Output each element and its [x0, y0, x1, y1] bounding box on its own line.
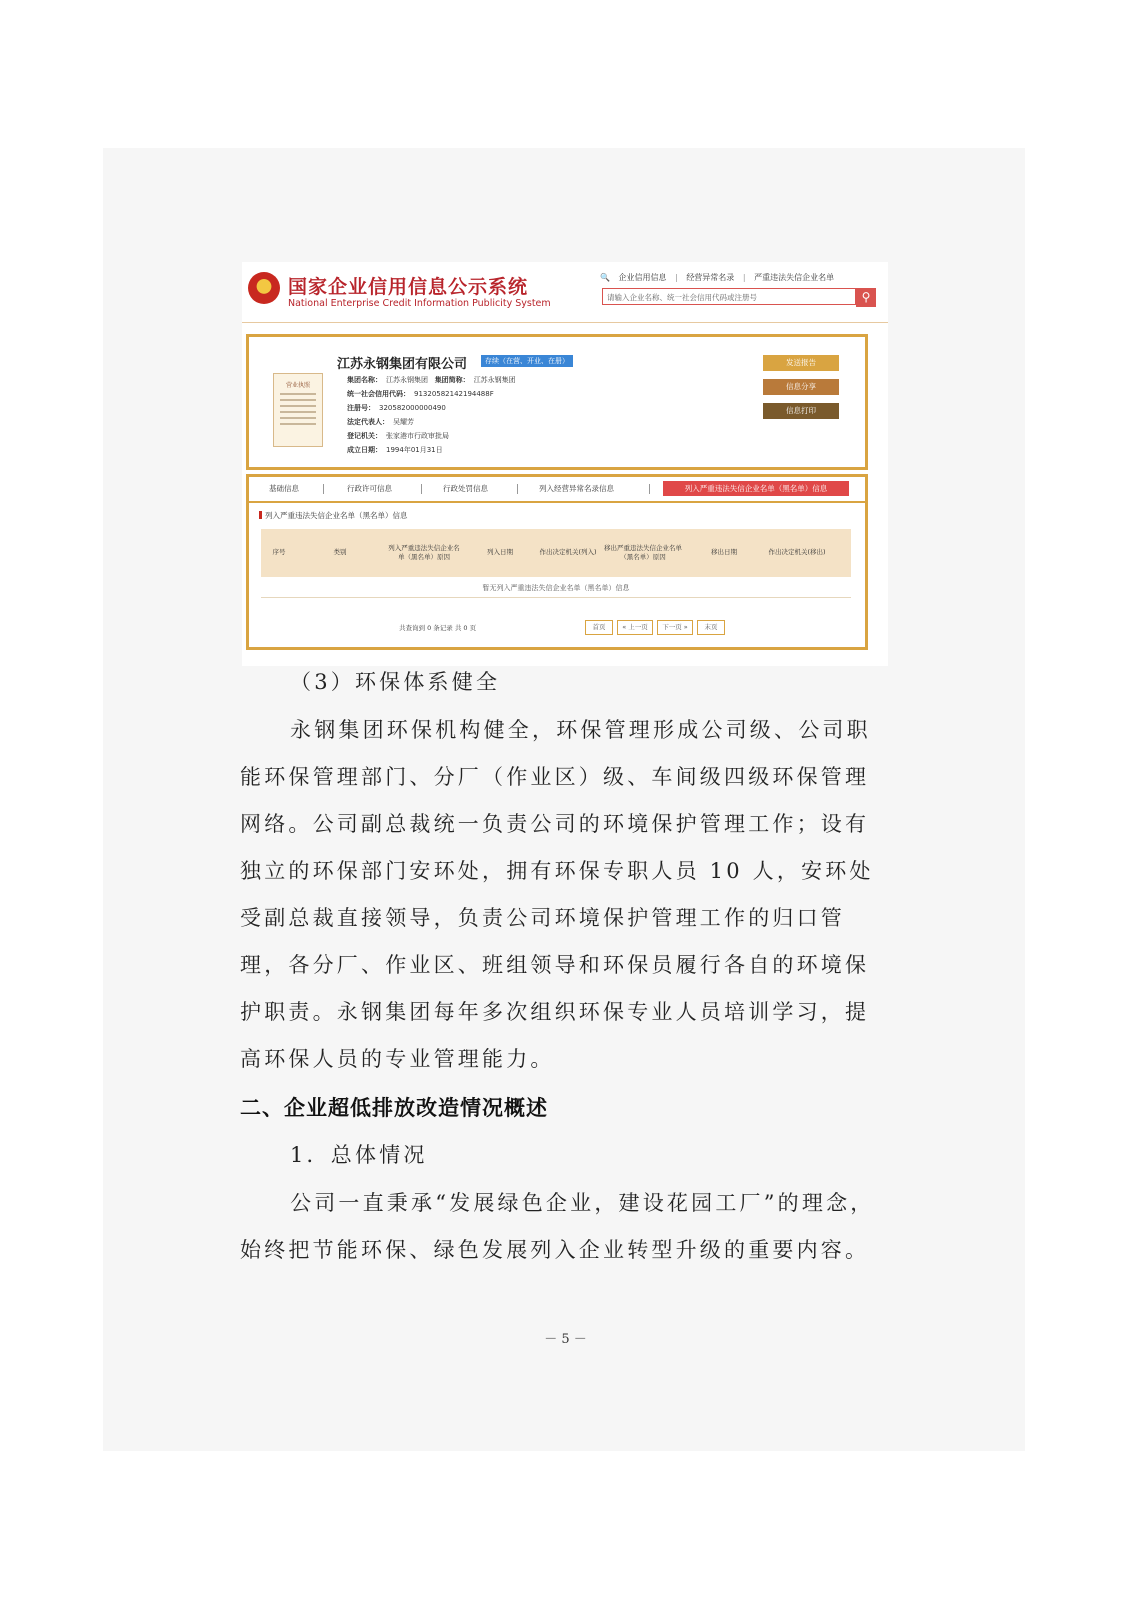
- paragraph-line: 独立的环保部门安环处，拥有环保专职人员 10 人，安环处: [240, 859, 874, 883]
- info-credit-code: 统一社会信用代码： 91320582142194488F: [347, 390, 494, 398]
- table-header: [261, 529, 851, 577]
- section-2-title: 二、企业超低排放改造情况概述: [240, 1096, 548, 1120]
- col-list-date: 列入日期: [487, 548, 513, 557]
- paragraph-line: 高环保人员的专业管理能力。: [240, 1047, 555, 1071]
- last-page-button[interactable]: 末页: [697, 620, 725, 635]
- tab-abnormal-list[interactable]: 列入经营异常名录信息: [539, 484, 614, 493]
- section-title: 列入严重违法失信企业名单（黑名单）信息: [259, 510, 408, 521]
- col-list-reason: 列入严重违法失信企业名单（黑名单）原因: [388, 543, 460, 561]
- info-group-name: 集团名称： 江苏永钢集团 集团简称： 江苏永钢集团: [347, 376, 516, 384]
- col-remove-date: 移出日期: [711, 548, 737, 557]
- col-index: 序号: [272, 548, 286, 557]
- business-license-image: [273, 373, 323, 447]
- info-reg-authority: 登记机关： 张家港市行政审批局: [347, 432, 449, 440]
- subsection-1-title: 1．总体情况: [290, 1143, 428, 1167]
- tab-admin-license[interactable]: 行政许可信息: [347, 484, 392, 493]
- top-link-credit[interactable]: 企业信用信息: [618, 273, 667, 282]
- embedded-screenshot: [242, 262, 888, 666]
- paragraph-line: 公司一直秉承“发展绿色企业，建设花园工厂”的理念，: [290, 1191, 875, 1215]
- license-title: 营业执照: [285, 382, 310, 389]
- print-button[interactable]: 信息打印: [763, 403, 839, 419]
- blacklist-panel: [246, 474, 868, 650]
- page-number: － 5 －: [544, 1332, 587, 1347]
- company-name: 江苏永钢集团有限公司: [337, 357, 468, 372]
- share-button[interactable]: 信息分享: [763, 379, 839, 395]
- page-info: 共查询到 0 条记录 共 0 页: [399, 624, 477, 632]
- paragraph-line: 护职责。永钢集团每年多次组织环保专业人员培训学习，提: [240, 1000, 870, 1024]
- tab-admin-penalty[interactable]: 行政处罚信息: [443, 484, 488, 493]
- search-icon: 🔍: [600, 273, 610, 282]
- col-list-authority: 作出决定机关(列入): [539, 548, 597, 557]
- tab-basic-info[interactable]: 基础信息: [269, 484, 299, 493]
- col-remove-reason: 移出严重违法失信企业名单（黑名单）原因: [604, 543, 682, 561]
- paragraph-line: 理，各分厂、作业区、班组领导和环保员履行各自的环境保: [240, 953, 870, 977]
- top-links: 🔍 企业信用信息 | 经营异常名录 | 严重违法失信企业名单: [600, 273, 835, 282]
- tab-blacklist[interactable]: 列入严重违法失信企业名单（黑名单）信息: [663, 481, 849, 496]
- empty-message: 暂无列入严重违法失信企业名单（黑名单）信息: [261, 579, 851, 598]
- info-founded: 成立日期： 1994年01月31日: [347, 446, 443, 454]
- paragraph-line: 受副总裁直接领导，负责公司环境保护管理工作的归口管: [240, 906, 845, 930]
- info-reg-no: 注册号： 320582000000490: [347, 404, 446, 412]
- site-title: 国家企业信用信息公示系统: [288, 276, 529, 298]
- status-badge: 存续（在营、开业、在册）: [481, 355, 573, 367]
- first-page-button[interactable]: 首页: [585, 620, 613, 635]
- send-report-button[interactable]: 发送报告: [763, 355, 839, 371]
- tab-bar: [249, 477, 865, 503]
- col-category: 类别: [333, 548, 347, 557]
- national-emblem-icon: [248, 272, 280, 304]
- paragraph-line: 能环保管理部门、分厂（作业区）级、车间级四级环保管理: [240, 765, 870, 789]
- top-link-abnormal[interactable]: 经营异常名录: [686, 273, 735, 282]
- info-legal-rep: 法定代表人： 吴耀芳: [347, 418, 414, 426]
- col-remove-authority: 作出决定机关(移出): [768, 548, 826, 557]
- company-info-box: [246, 334, 868, 470]
- search-button[interactable]: ⚲: [856, 288, 876, 307]
- site-subtitle: National Enterprise Credit Information Publicity System: [288, 298, 551, 309]
- paragraph-line: 永钢集团环保机构健全，环保管理形成公司级、公司职: [290, 718, 871, 742]
- paragraph-line: 网络。公司副总裁统一负责公司的环境保护管理工作；设有: [240, 812, 870, 836]
- top-link-blacklist[interactable]: 严重违法失信企业名单: [754, 273, 835, 282]
- search-input[interactable]: 请输入企业名称、统一社会信用代码或注册号: [602, 288, 856, 305]
- prev-page-button[interactable]: « 上一页: [617, 620, 653, 635]
- paragraph-line: 始终把节能环保、绿色发展列入企业转型升级的重要内容。: [240, 1238, 870, 1262]
- next-page-button[interactable]: 下一页 »: [657, 620, 693, 635]
- heading-3: （3）环保体系健全: [290, 670, 501, 694]
- header-divider: [242, 322, 888, 323]
